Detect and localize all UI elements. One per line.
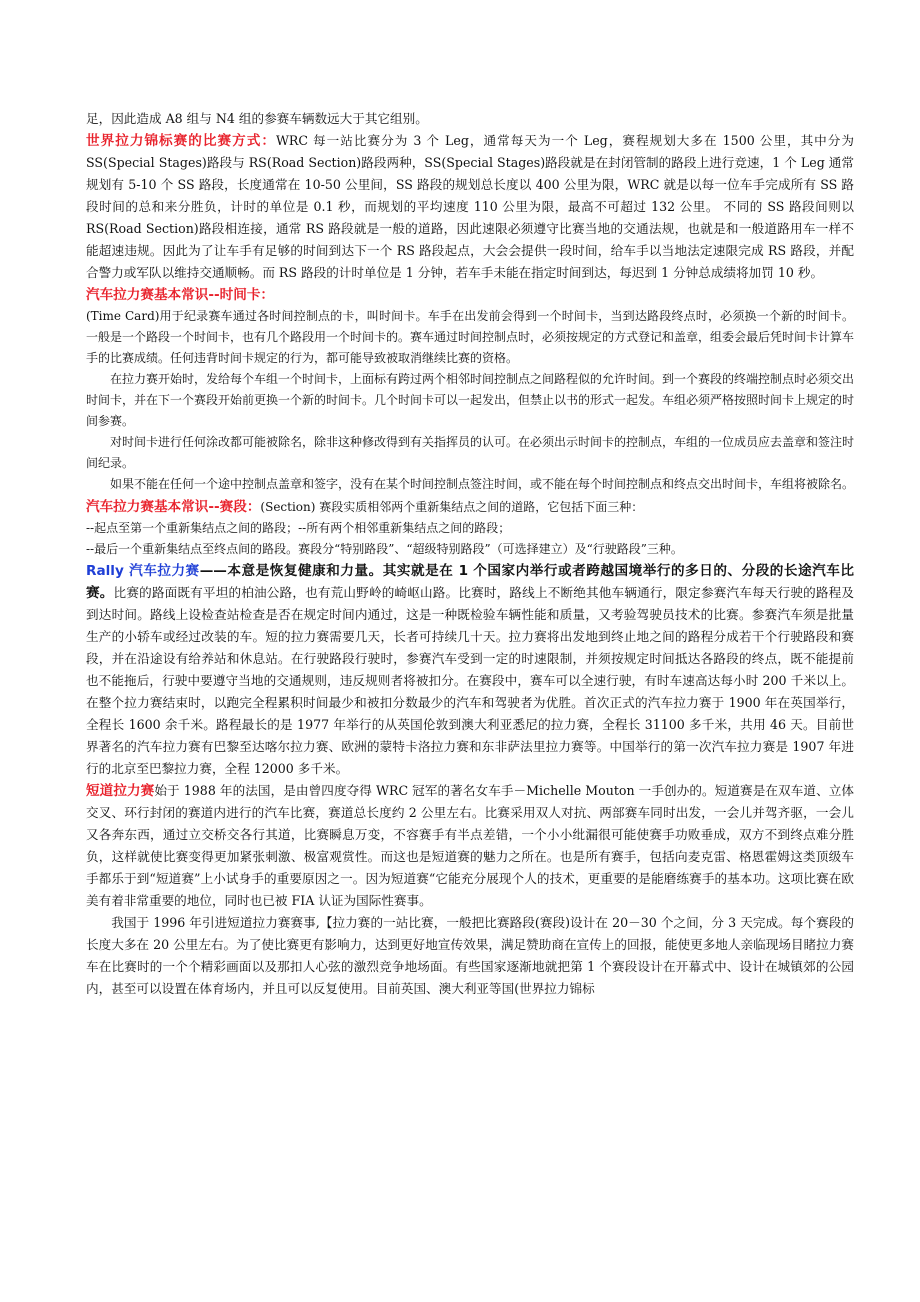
paragraph-stage-line-3: --最后一个重新集结点至终点间的路段。赛段分“特别路段”、“超级特别路段”（可选择建立）及“行驶路段”三种。 — [86, 542, 683, 556]
body-short-track: 始于 1988 年的法国，是由曾四度夺得 WRC 冠军的著名女车手－Michelle Mouton 一手创办的。短道赛是在双车道、立体交叉、环行封闭的赛道内进行的汽车比赛，赛道总长度约 2 公里左右。比赛采用双人对抗、两部赛车同时出发，一会儿并驾齐驱，一会儿又各奔东西，通过立交桥交各行其道，比赛瞬息万变，不容赛手有半点差错，一个小小纰漏很可能使赛手功败垂成，双方不到终点难分胜负，这样就使比赛变得更加紧张刺激、极富观赏性。而这也是短道赛的魅力之所在。也是所有赛手，包括向麦克雷、格恩霍姆这类顶级车手都乐于到“短道赛”上小试身手的重要原因之一。因为短道赛“它能充分展现个人的技术，更重要的是能磨练赛手的基本功。这项比赛在欧美有着非常重要的地位，同时也已被 FIA 认证为国际性赛事。 — [86, 783, 854, 908]
heading-time-card: 汽车拉力赛基本常识--时间卡： — [86, 287, 275, 303]
body-wrc-format: WRC 每一站比赛分为 3 个 Leg，通常每天为一个 Leg，赛程规划大多在 1500 公里，其中分为 SS(Special Stages)路段与 RS(Road Section)路段两种，SS(Special Stages)路段就是在封闭管制的路段上进行竞速，1 个 Leg 通常规划有 5-10 个 SS 路段，长度通常在 10-50 公里间，SS 路段的规划总长度以 400 公里为限，WRC 就是以每一位车手完成所有 SS 路段时间的总和来分胜负，计时的单位是 0.1 秒，而规划的平均速度 110 公里为限，最高不可超过 132 公里。 不同的 SS 路段间则以 RS(Road Section)路段相连接，通常 RS 路段就是一般的道路，因此速限必须遵守比赛当地的交通法规，也就是和一般道路用车一样不能超速违规。因此为了让车手有足够的时间到达下一个 RS 路段起点，大会会提供一段时间，给车手以当地法定速限完成 RS 路段，并配合警力或军队以维持交通顺畅。而 RS 路段的计时单位是 1 分钟，若车手未能在指定时间到达，每迟到 1 分钟总成绩将加罚 10 秒。 — [86, 133, 855, 280]
body-rally: 比赛的路面既有平坦的柏油公路，也有荒山野岭的崎岖山路。比赛时，路线上不断绝其他车辆通行，限定参赛汽车每天行驶的路程及到达时间。路线上设检查站检查是否在规定时间内通过，这是一种既检验车辆性能和质量，又考验驾驶员技术的比赛。参赛汽车须是批量生产的小轿车或经过改装的车。短的拉力赛需要几天，长者可持续几十天。拉力赛将出发地到终止地之间的路程分成若干个行驶路段和赛段，并在沿途设有给养站和休息站。在行驶路段行驶时，参赛汽车受到一定的时速限制，并须按规定时间抵达各路段的终点，既不能提前也不能拖后，行驶中要遵守当地的交通规则，违反规则者将被扣分。在赛段中，赛车可以全速行驶，有时车速高达每小时 200 千米以上。 在整个拉力赛结束时，以跑完全程累积时间最少和被扣分数最少的汽车和驾驶者为优胜。首次正式的汽车拉力赛于 1900 年在英国举行，全程长 1600 余千米。路程最长的是 1977 年举行的从英国伦敦到澳大利亚悉尼的拉力赛，全程长 31100 多千米，共用 46 天。目前世界著名的汽车拉力赛有巴黎至达喀尔拉力赛、欧洲的蒙特卡洛拉力赛和东非萨法里拉力赛等。中国举行的第一次汽车拉力赛是 1907 年进行的北京至巴黎拉力赛，全程 12000 多千米。 — [86, 585, 855, 776]
body-stage: (Section) 赛段实质相邻两个重新集结点之间的道路，它包括下面三种： — [260, 500, 644, 514]
paragraph-stage-line-2: --起点至第一个重新集结点之间的路段；--所有两个相邻重新集结点之间的路段； — [86, 521, 511, 535]
section-time-card — [86, 284, 854, 306]
section-short-track — [86, 780, 854, 912]
heading-stage: 汽车拉力赛基本常识--赛段： — [86, 499, 261, 515]
paragraph-time-card-3: 对时间卡进行任何涂改都可能被除名，除非这种修改得到有关指挥员的认可。在必须出示时间卡的控制点，车组的一位成员应去盖章和签注时间纪录。 — [86, 435, 855, 470]
paragraph-time-card-1: (Time Card)用于纪录赛车通过各时间控制点的卡，叫时间卡。车手在出发前会得到一个时间卡，当到达路段终点时，必须换一个新的时间卡。一般是一个路段一个时间卡，也有几个路段用一个时间卡的。赛车通过时间控制点时，必须按规定的方式登记和盖章，组委会最后凭时间卡计算车手的比赛成绩。任何违背时间卡规定的行为，都可能导致被取消继续比赛的资格。 — [86, 309, 855, 365]
heading-wrc-format: 世界拉力锦标赛的比赛方式： — [86, 133, 276, 149]
document-page — [86, 108, 854, 1000]
paragraph-time-card-4: 如果不能在任何一个途中控制点盖章和签字，没有在某个时间控制点签注时间，或不能在每个时间控制点和终点交出时间卡，车组将被除名。 — [110, 477, 855, 491]
heading-short-track: 短道拉力赛 — [86, 783, 155, 799]
section-rally — [86, 560, 854, 780]
heading-rally: Rally 汽车拉力赛 — [86, 563, 200, 579]
section-wrc-format — [86, 130, 854, 284]
paragraph-intro: 足，因此造成 A8 组与 N4 组的参赛车辆数远大于其它组别。 — [86, 111, 428, 126]
paragraph-short-track-2: 我国于 1996 年引进短道拉力赛赛事,【拉力赛的一站比赛，一般把比赛路段(赛段)设计在 20－30 个之间，分 3 天完成。每个赛段的长度大多在 20 公里左右。为了使比赛更有影响力，达到更好地宣传效果，满足赞助商在宣传上的回报，能使更多地人亲临现场目睹拉力赛车在比赛时的一个个精彩画面以及那扣人心弦的激烈竞争地场面。有些国家逐渐地就把第 1 个赛段设计在开幕式中、设计在城镇郊的公园内，甚至可以设置在体育场内，并且可以反复使用。目前英国、澳大利亚等国(世界拉力锦标 — [86, 915, 854, 996]
rally-definition: ——本意是恢复健康和力量。其实就是在 1 个国家内举行或者跨越国境举行的多日的、分段的长途汽车比赛。 — [86, 563, 854, 601]
paragraph-time-card-2: 在拉力赛开始时，发给每个车组一个时间卡，上面标有跨过两个相邻时间控制点之间路程似的允许时间。到一个赛段的终端控制点时必须交出时间卡，并在下一个赛段开始前更换一个新的时间卡。几个时间卡可以一起发出，但禁止以书的形式一起发。车组必须严格按照时间卡上规定的时间参赛。 — [86, 372, 855, 428]
section-stage — [86, 497, 854, 518]
